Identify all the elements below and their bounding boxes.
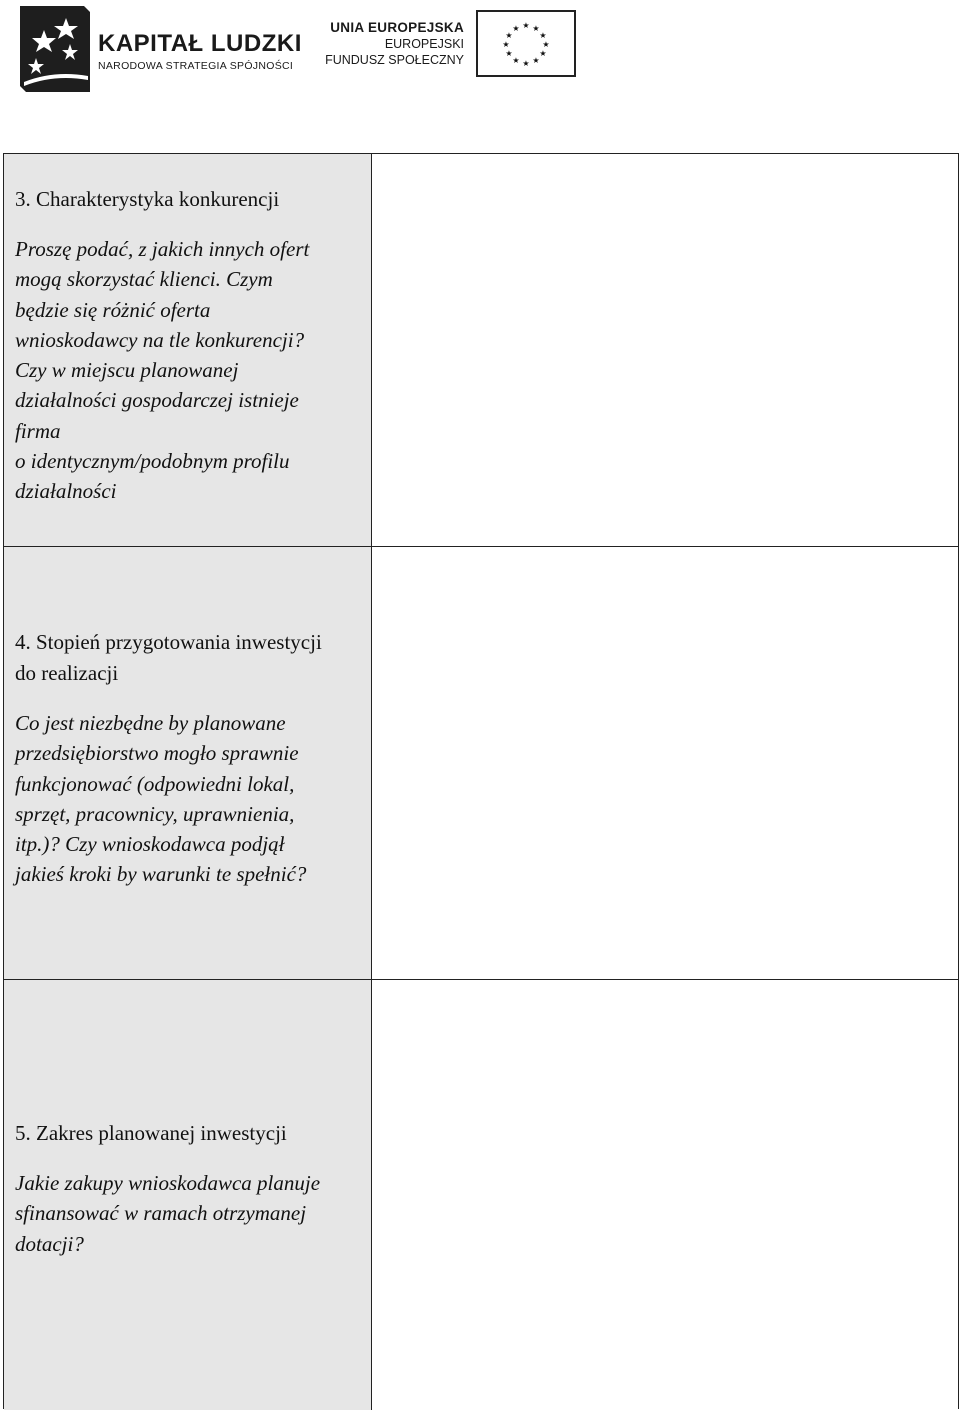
section-question: Proszę podać, z jakich innych ofert mogą skorzystać klienci. Czym będzie się różnić oferta wnioskodawcy na tle konkurencji? Czy w miejscu planowanej działalności gospodarczej istnieje firma o identycznym/podobnym profilu działalności: [15, 237, 310, 504]
section-answer-field[interactable]: [372, 980, 958, 1410]
eu-flag-icon: [476, 10, 576, 77]
svg-text:★: ★: [539, 31, 547, 40]
svg-text:★: ★: [522, 59, 530, 68]
svg-text:★: ★: [505, 31, 513, 40]
svg-text:★: ★: [512, 56, 520, 65]
kapital-ludzki-title: KAPITAŁ LUDZKI: [98, 30, 302, 57]
svg-text:★: ★: [542, 40, 550, 49]
section-row-scope: [4, 980, 958, 1410]
section-label-cell: [4, 547, 372, 979]
eu-logo-line1: UNIA EUROPEJSKA: [330, 20, 464, 35]
section-heading: 3. Charakterystyka konkurencji: [15, 187, 280, 211]
section-question: Jakie zakupy wnioskodawca planuje sfinansować w ramach otrzymanej dotacji?: [15, 1171, 321, 1256]
section-heading: 4. Stopień przygotowania inwestycji do realizacji: [15, 630, 322, 685]
section-row-competition: [4, 154, 958, 547]
section-label-cell: [4, 980, 372, 1410]
svg-text:★: ★: [502, 40, 510, 49]
section-row-preparation: [4, 547, 958, 980]
kapital-ludzki-subtitle: NARODOWA STRATEGIA SPÓJNOŚCI: [98, 60, 294, 72]
svg-text:★: ★: [512, 24, 520, 33]
eu-logo-line2: EUROPEJSKI: [384, 37, 464, 51]
svg-text:★: ★: [532, 24, 540, 33]
svg-text:★: ★: [539, 49, 547, 58]
form-table: [3, 153, 959, 1409]
section-answer-field[interactable]: [372, 547, 958, 979]
section-label-cell: [4, 154, 372, 546]
section-question: Co jest niezbędne by planowane przedsiębiorstwo mogło sprawnie funkcjonować (odpowiedni lokal, sprzęt, pracownicy, uprawnienia, itp.)? Czy wnioskodawca podjął jakieś kroki by warunki te spełnić?: [15, 711, 307, 887]
eu-logo-line3: FUNDUSZ SPOŁECZNY: [325, 53, 464, 67]
svg-text:★: ★: [532, 56, 540, 65]
eu-logo-text: [325, 20, 464, 68]
svg-text:★: ★: [522, 21, 530, 30]
svg-text:★: ★: [505, 49, 513, 58]
section-heading: 5. Zakres planowanej inwestycji: [15, 1121, 287, 1145]
section-answer-field[interactable]: [372, 154, 958, 546]
